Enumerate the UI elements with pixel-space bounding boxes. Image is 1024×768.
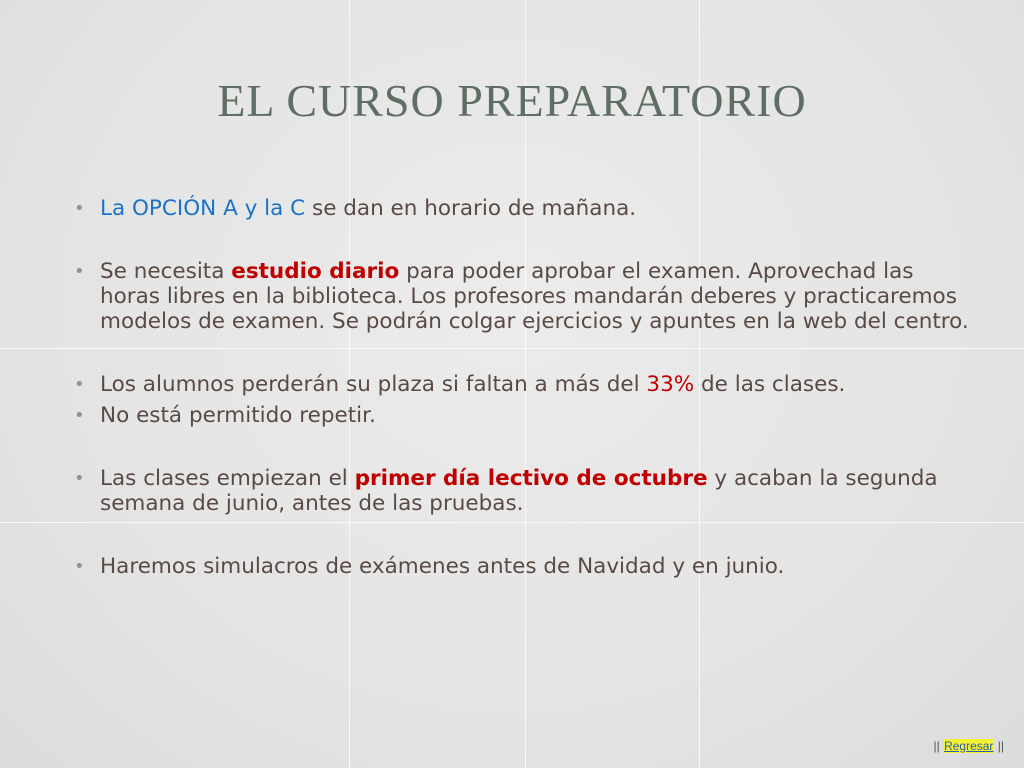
bullet-text-emphasis: 33%	[646, 372, 695, 397]
bullet-text: se dan en horario de mañana.	[305, 196, 637, 221]
bullet-text: Las clases empiezan el	[100, 466, 355, 491]
footer-separator: ||	[997, 739, 1004, 753]
bullet-icon: •	[74, 374, 85, 395]
bullet-item	[72, 466, 972, 516]
bullet-text: Haremos simulacros de exámenes antes de Navidad y en junio.	[100, 554, 785, 579]
footer-nav	[933, 739, 1004, 753]
bullet-icon: •	[74, 261, 85, 282]
bullet-text: Se necesita	[100, 259, 232, 284]
bullet-icon: •	[74, 405, 85, 426]
bullet-text: y acaban la segunda semana de junio, antes de las pruebas.	[100, 466, 938, 516]
bullet-item	[72, 372, 972, 397]
bullet-text: No está permitido repetir.	[100, 403, 376, 428]
bullet-item	[72, 403, 972, 428]
slide-title: EL CURSO PREPARATORIO	[217, 75, 807, 126]
bullet-text-emphasis: primer día lectivo de octubre	[354, 466, 708, 491]
bullet-item	[72, 259, 972, 334]
back-link[interactable]: Regresar	[944, 739, 994, 753]
bullet-text: para poder aprobar el examen. Aprovechad las horas libres en la biblioteca. Los profesores mandarán deberes y practicaremos modelos de examen. Se podrán colgar ejercicios y apuntes en la web del centro.	[100, 259, 969, 334]
footer-separator: ||	[933, 739, 940, 753]
bullet-icon: •	[74, 468, 85, 489]
bullet-icon: •	[74, 556, 85, 577]
bullet-icon: •	[74, 198, 85, 219]
bullet-text-emphasis: estudio diario	[231, 259, 400, 284]
bullet-item	[72, 554, 972, 579]
bullet-text: de las clases.	[694, 372, 846, 397]
bullet-list	[72, 196, 972, 579]
bullet-text: Los alumnos perderán su plaza si faltan a más del	[100, 372, 647, 397]
bullet-text-highlight: La OPCIÓN A y la C	[100, 196, 306, 221]
bullet-item	[72, 196, 972, 221]
